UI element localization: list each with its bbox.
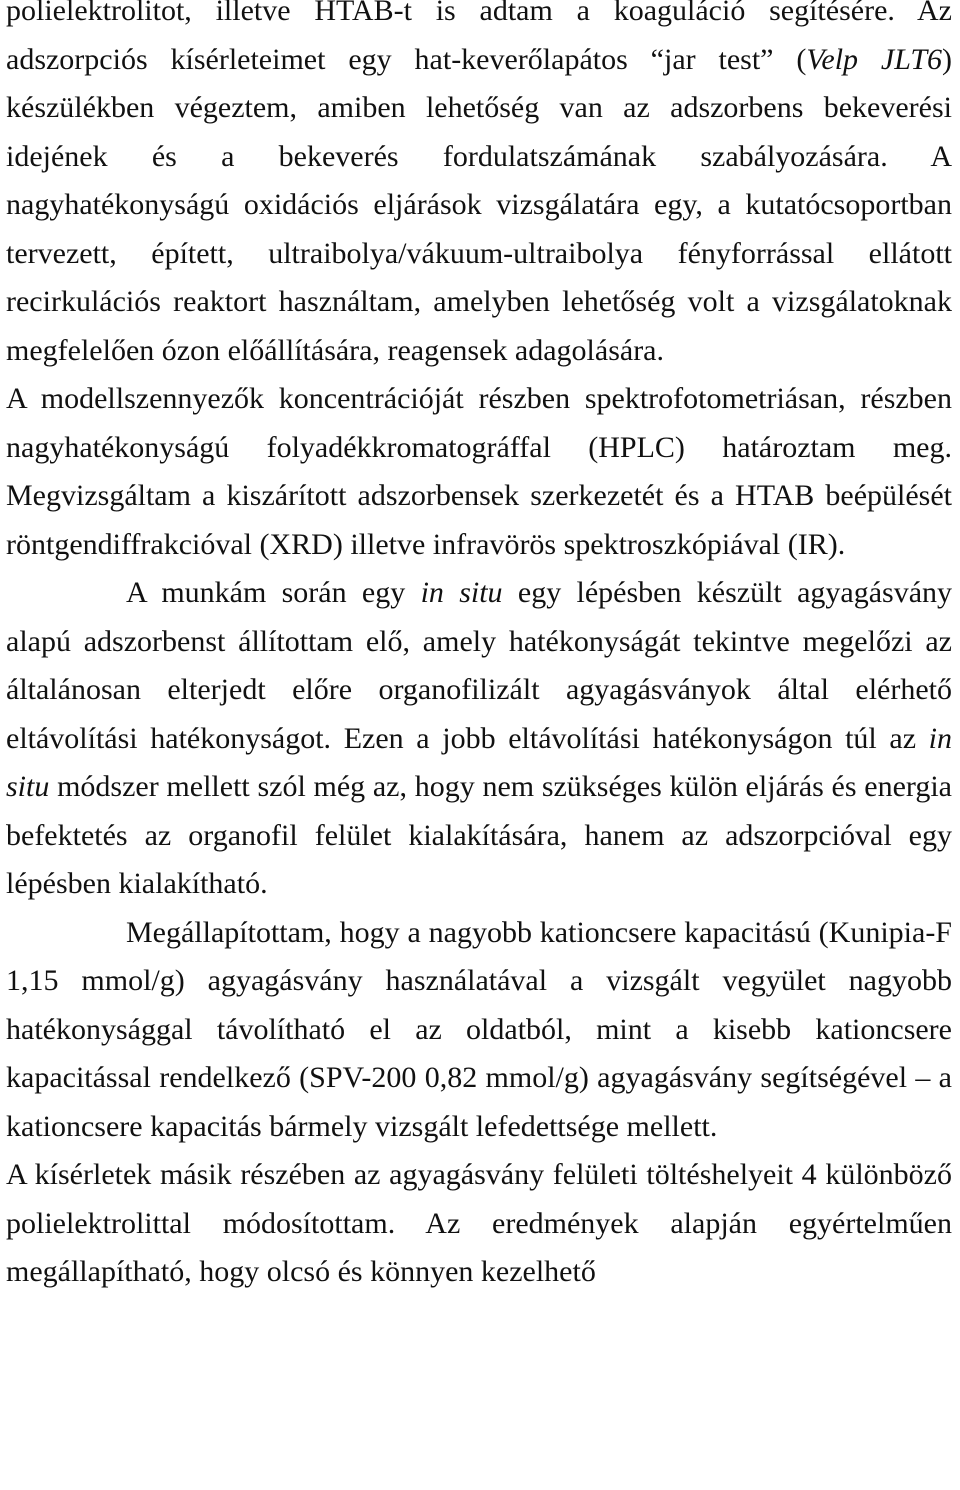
device-name: Velp JLT6	[806, 42, 942, 76]
paragraph-in-situ	[6, 569, 952, 909]
paragraph-text: A kísérletek másik részében az agyagásvány felületi töltéshelyeit 4 különböző polielektrolittal módosítottam. Az eredmények alapján egyértelműen megállapítható, hogy olcsó és könnyen kezelhető	[6, 1158, 952, 1288]
paragraph-text: módszer mellett szól még az, hogy nem szükséges külön eljárás és energia befektetés az organofil felület kialakítására, hanem az adszorpcióval egy lépésben kialakítható.	[6, 770, 952, 900]
paragraph-analysis	[6, 375, 952, 569]
paragraph-text: A munkám során egy	[126, 576, 421, 609]
paragraph-text: Megállapítottam, hogy a nagyobb kationcsere kapacitású (Kunipia-F 1,15 mmol/g) agyagásvány használatával a vizsgált vegyület nagyobb hatékonysággal távolítható el az oldatból, mint a kisebb kationcsere kapacitással rendelkező (SPV-200 0,82 mmol/g) agyagásvány segítségével – a kationcsere kapacitás bármely vizsgált lefedettsége mellett.	[6, 915, 952, 1143]
paragraph-polyelectrolytes	[6, 1151, 952, 1297]
paragraph-text: polielektrolitot, illetve HTAB-t is adtam a koaguláció segítésére. Az adszorpciós kísérleteimet egy hat-keverőlapátos “jar test” (	[6, 0, 952, 76]
paragraph-text: A modellszennyezők koncentrációját részben spektrofotometriásan, részben nagyhatékonyságú folyadékkromatográffal (HPLC) határoztam meg. Megvizsgáltam a kiszárított adszorbensek szerkezetét és a HTAB beépülését röntgendiffrakcióval (XRD) illetve infravörös spektroszkópiával (IR).	[6, 382, 952, 561]
paragraph-text: egy lépésben készült agyagásvány alapú adszorbenst állítottam elő, amely hatékonyságát tekintve megelőzi az általánosan elterjedt előre organofilizált agyagásványok által elérhető eltávolítási hatékonyságot. Ezen a jobb eltávolítási hatékonyságon túl az	[6, 576, 953, 755]
italic-term: in situ	[420, 576, 503, 609]
paragraph-cation-exchange	[6, 909, 952, 1152]
paragraph-methods	[6, 0, 952, 375]
paragraph-text: ) készülékben végeztem, amiben lehetőség van az adszorbens bekeverési idejének és a bekeverés fordulatszámának szabályozására. A nagyhatékonyságú oxidációs eljárások vizsgálatára egy, a kutatócsoportban tervezett, épített, ultraibolya/vákuum-ultraibolya fényforrással ellátott recirkulációs reaktort használtam, amelyben lehetőség volt a vizsgálatoknak megfelelően ózon előállítására, reagensek adagolására.	[6, 42, 952, 367]
italic-term: in situ	[6, 721, 952, 803]
